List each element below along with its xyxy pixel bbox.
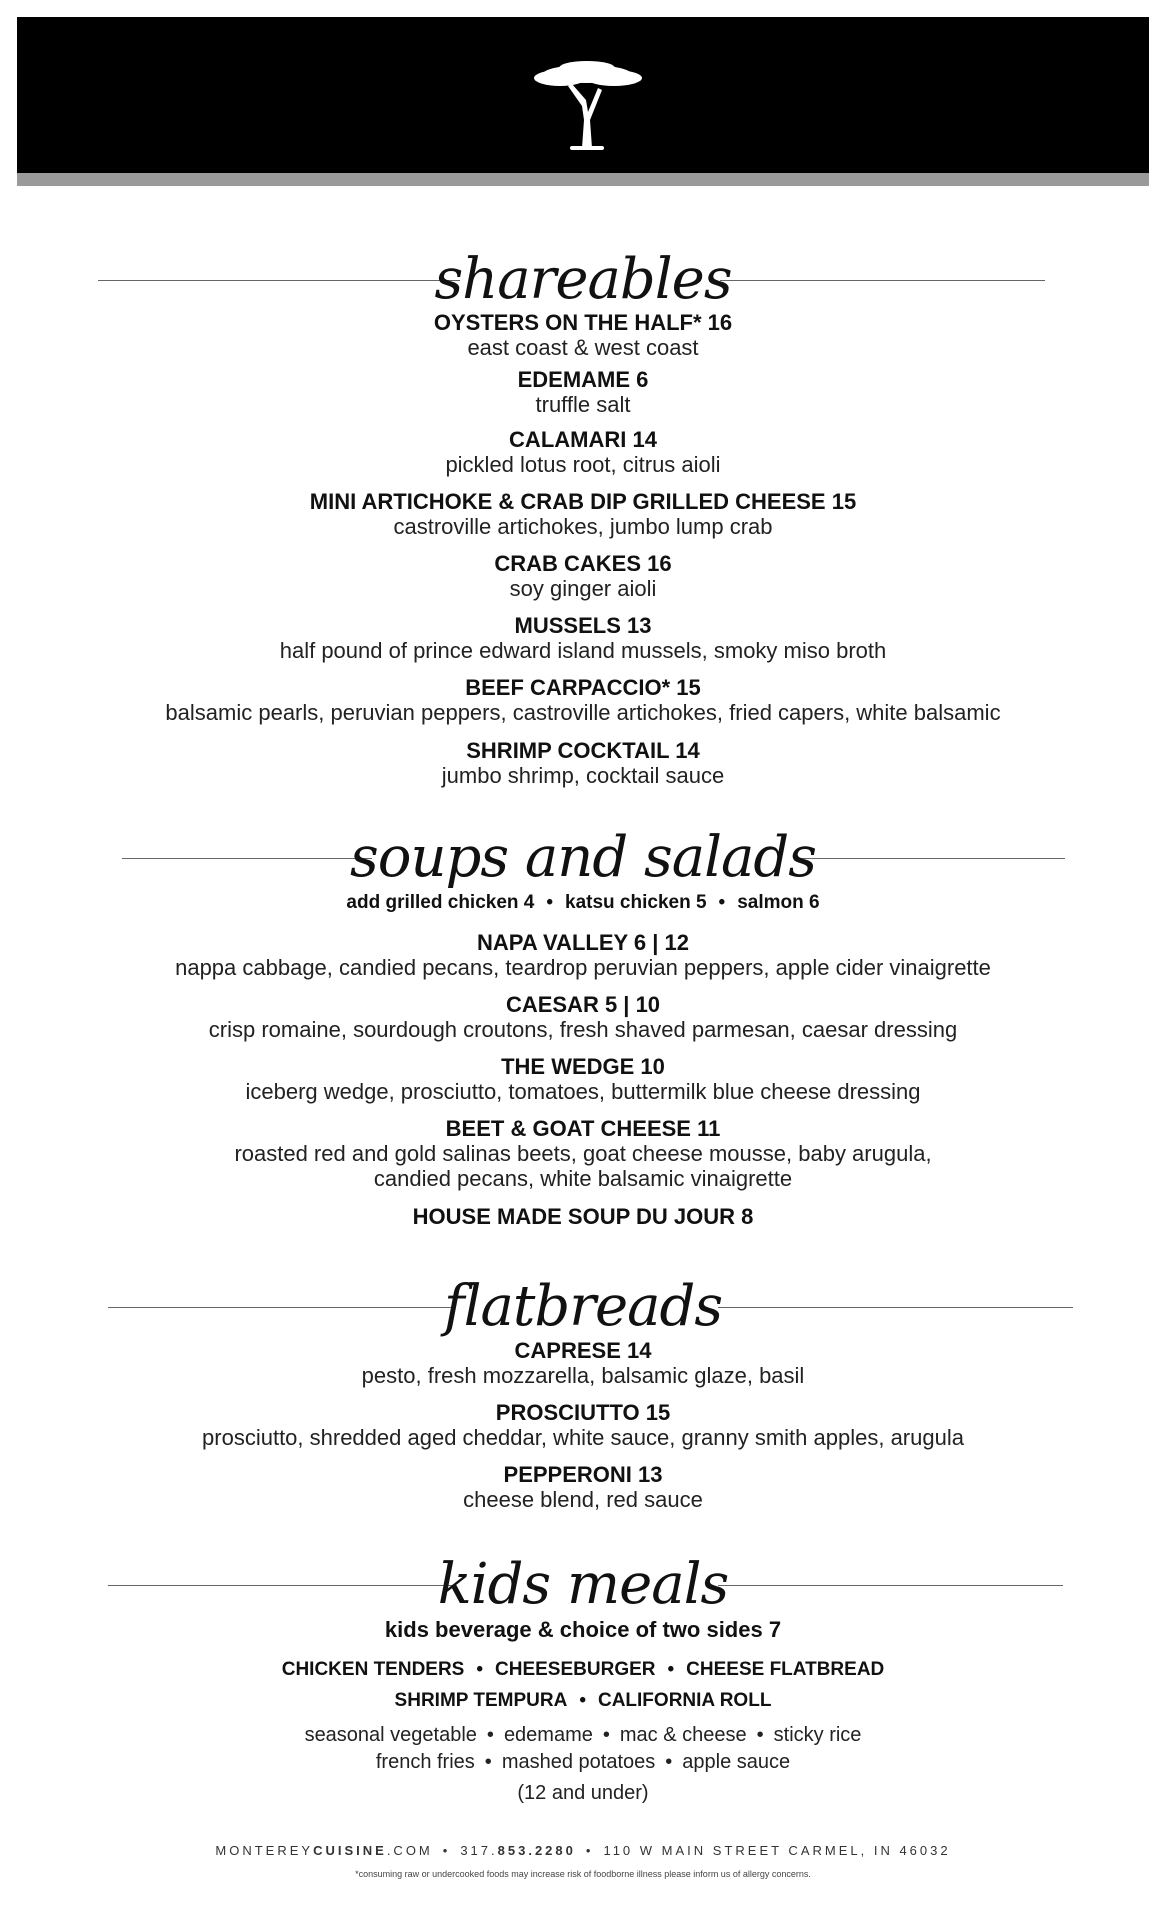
- section-title-shareables: shareables: [434, 247, 732, 312]
- addon-item: salmon 6: [737, 892, 820, 913]
- item-desc: pesto, fresh mozzarella, balsamic glaze, basil: [361, 1363, 805, 1388]
- kids-mains-row: [0, 1688, 1166, 1722]
- item-name: NAPA VALLEY 6 | 12: [477, 930, 689, 955]
- item-name: CAPRESE 14: [514, 1338, 652, 1363]
- kids-sides-row: [0, 1749, 1166, 1780]
- kids-main: CHICKEN TENDERS: [281, 1659, 465, 1680]
- item-desc: candied pecans, white balsamic vinaigrette: [373, 1166, 793, 1191]
- item-desc: half pound of prince edward island mussels, smoky miso broth: [279, 638, 887, 663]
- section-title-flatbreads: flatbreads: [443, 1274, 723, 1339]
- item-desc: east coast & west coast: [467, 335, 699, 360]
- header-stripe: [17, 173, 1149, 186]
- menu-item: [0, 427, 1166, 489]
- menu-item: [0, 1054, 1166, 1116]
- separator-dot: •: [442, 1843, 451, 1858]
- item-name: OYSTERS ON THE HALF* 16: [433, 310, 733, 335]
- item-desc: nappa cabbage, candied pecans, teardrop peruvian peppers, apple cider vinaigrette: [175, 955, 991, 980]
- item-name: SHRIMP COCKTAIL 14: [466, 738, 700, 763]
- kids-side: seasonal vegetable: [304, 1724, 477, 1746]
- kids-side: sticky rice: [773, 1724, 862, 1746]
- item-desc: roasted red and gold salinas beets, goat cheese mousse, baby arugula,: [234, 1141, 932, 1166]
- item-desc: balsamic pearls, peruvian peppers, castroville artichokes, fried capers, white balsamic: [165, 700, 1001, 725]
- flatbreads-list: [0, 1338, 1166, 1512]
- separator-dot: •: [484, 1751, 492, 1773]
- menu-item: [0, 1204, 1166, 1229]
- separator-dot: •: [756, 1724, 764, 1746]
- addon-row: [0, 890, 1166, 930]
- item-desc: castroville artichokes, jumbo lump crab: [393, 514, 773, 539]
- menu-item: [0, 1462, 1166, 1512]
- separator-dot: •: [486, 1724, 494, 1746]
- menu-item: [0, 1116, 1166, 1204]
- separator-dot: •: [667, 1659, 675, 1680]
- separator-dot: •: [476, 1659, 484, 1680]
- item-desc: jumbo shrimp, cocktail sauce: [441, 763, 725, 788]
- item-desc: cheese blend, red sauce: [463, 1487, 703, 1512]
- item-name: CAESAR 5 | 10: [505, 992, 661, 1017]
- menu-item: [0, 1338, 1166, 1400]
- separator-dot: •: [718, 892, 726, 913]
- footer-contact: [0, 1843, 1166, 1858]
- kids-side: mac & cheese: [619, 1724, 747, 1746]
- item-name: PROSCIUTTO 15: [495, 1400, 671, 1425]
- menu-item: [0, 930, 1166, 992]
- website-link[interactable]: MONTEREYCUISINE.COM: [215, 1843, 433, 1858]
- menu-item: [0, 992, 1166, 1054]
- kids-side: french fries: [375, 1751, 475, 1773]
- menu-item: [0, 738, 1166, 793]
- item-name: MINI ARTICHOKE & CRAB DIP GRILLED CHEESE 15: [309, 489, 857, 514]
- kids-intro: kids beverage & choice of two sides 7: [384, 1617, 782, 1642]
- item-name: PEPPERONI 13: [503, 1462, 663, 1487]
- separator-dot: •: [579, 1690, 586, 1711]
- item-desc: soy ginger aioli: [509, 576, 657, 601]
- separator-dot: •: [602, 1724, 610, 1746]
- kids-sides-row: [0, 1722, 1166, 1749]
- kids-side: mashed potatoes: [501, 1751, 656, 1773]
- section-header-kids-meals: [0, 1550, 1166, 1620]
- kids-main: CHEESE FLATBREAD: [686, 1659, 885, 1680]
- kids-main: CHEESEBURGER: [495, 1659, 656, 1680]
- disclaimer: *consuming raw or undercooked foods may increase risk of foodborne illness please inform us of allergy concerns.: [355, 1869, 811, 1879]
- menu-item: [0, 551, 1166, 613]
- item-desc: prosciutto, shredded aged cheddar, white sauce, granny smith apples, arugula: [202, 1425, 964, 1450]
- address: 110 W MAIN STREET CARMEL, IN 46032: [603, 1843, 951, 1858]
- soup-item: HOUSE MADE SOUP DU JOUR 8: [412, 1204, 754, 1229]
- kids-main: SHRIMP TEMPURA: [394, 1690, 568, 1711]
- menu-item: [0, 1400, 1166, 1462]
- section-title-kids-meals: kids meals: [437, 1552, 729, 1617]
- addon-item: katsu chicken 5: [565, 892, 707, 913]
- separator-dot: •: [585, 1843, 594, 1858]
- item-desc: crisp romaine, sourdough croutons, fresh shaved parmesan, caesar dressing: [208, 1017, 958, 1042]
- item-name: BEEF CARPACCIO* 15: [465, 675, 701, 700]
- section-header-shareables: [0, 245, 1166, 315]
- item-name: BEET & GOAT CHEESE 11: [445, 1116, 721, 1141]
- soups-list: [0, 890, 1166, 1229]
- item-name: CALAMARI 14: [509, 427, 657, 452]
- kids-side: apple sauce: [682, 1751, 791, 1773]
- kids-age-note: (12 and under): [517, 1782, 649, 1804]
- separator-dot: •: [546, 892, 554, 913]
- item-name: EDEMAME 6: [517, 367, 649, 392]
- item-name: MUSSELS 13: [514, 613, 652, 638]
- kids-main: CALIFORNIA ROLL: [597, 1690, 772, 1711]
- item-desc: truffle salt: [535, 392, 631, 417]
- section-header-flatbreads: [0, 1272, 1166, 1342]
- kids-side: edemame: [503, 1724, 593, 1746]
- menu-item: [0, 367, 1166, 427]
- item-name: THE WEDGE 10: [501, 1054, 665, 1079]
- addon-item: add grilled chicken 4: [346, 892, 535, 913]
- kids-mains-row: [0, 1657, 1166, 1688]
- menu-item: [0, 613, 1166, 675]
- item-desc: iceberg wedge, prosciutto, tomatoes, buttermilk blue cheese dressing: [245, 1079, 921, 1104]
- section-header-soups-and-salads: [0, 823, 1166, 893]
- menu-item: [0, 310, 1166, 367]
- section-title-soups-and-salads: soups and salads: [349, 825, 816, 890]
- phone-number[interactable]: 317.853.2280: [460, 1843, 576, 1858]
- kids-list: [0, 1617, 1166, 1807]
- item-desc: pickled lotus root, citrus aioli: [445, 452, 721, 477]
- menu-item: [0, 675, 1166, 738]
- item-name: CRAB CAKES 16: [494, 551, 672, 576]
- shareables-list: [0, 310, 1166, 793]
- separator-dot: •: [665, 1751, 673, 1773]
- tree-icon: [530, 60, 644, 152]
- menu-item: [0, 489, 1166, 551]
